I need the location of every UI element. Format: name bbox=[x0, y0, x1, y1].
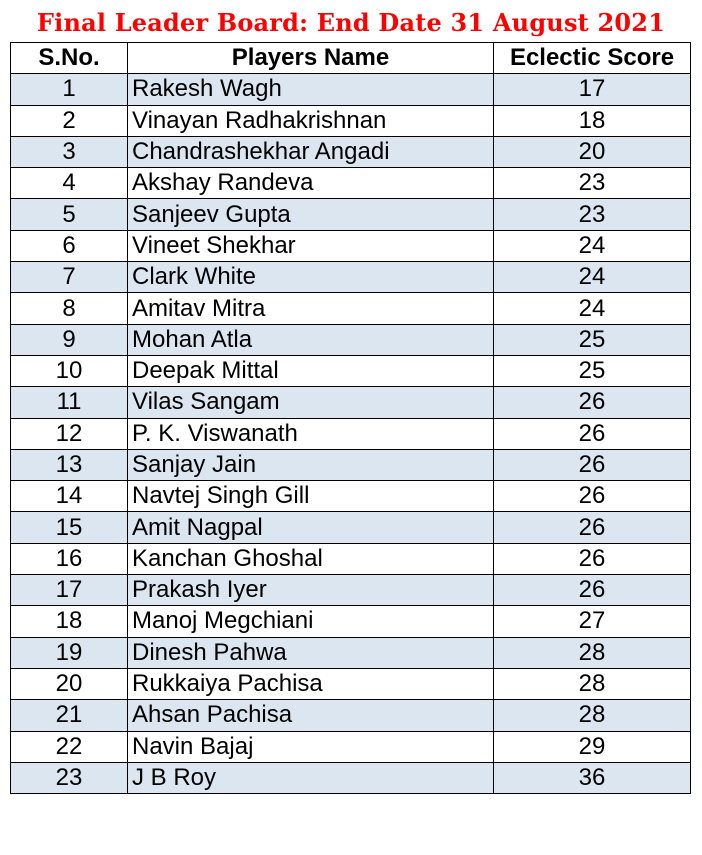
table-row bbox=[11, 199, 691, 230]
leaderboard-body bbox=[11, 74, 691, 794]
serial-number-cell: 9 bbox=[11, 324, 128, 355]
serial-number-cell: 6 bbox=[11, 230, 128, 261]
serial-number-cell: 13 bbox=[11, 449, 128, 480]
player-name-cell: Deepak Mittal bbox=[128, 355, 494, 386]
eclectic-score-cell: 24 bbox=[494, 293, 691, 324]
eclectic-score-cell: 18 bbox=[494, 105, 691, 136]
table-row bbox=[11, 387, 691, 418]
eclectic-score-cell: 26 bbox=[494, 543, 691, 574]
player-name-cell: Prakash Iyer bbox=[128, 575, 494, 606]
player-name-cell: Vinayan Radhakrishnan bbox=[128, 105, 494, 136]
serial-number-cell: 3 bbox=[11, 136, 128, 167]
serial-number-cell: 18 bbox=[11, 606, 128, 637]
table-row bbox=[11, 575, 691, 606]
table-row bbox=[11, 74, 691, 105]
player-name-cell: Amitav Mitra bbox=[128, 293, 494, 324]
player-name-cell: P. K. Viswanath bbox=[128, 418, 494, 449]
eclectic-score-cell: 27 bbox=[494, 606, 691, 637]
table-row bbox=[11, 136, 691, 167]
player-name-cell: Akshay Randeva bbox=[128, 168, 494, 199]
table-row bbox=[11, 731, 691, 762]
player-name-cell: J B Roy bbox=[128, 762, 494, 793]
serial-number-cell: 10 bbox=[11, 355, 128, 386]
header-serial-number: S.No. bbox=[11, 43, 128, 74]
player-name-cell: Chandrashekhar Angadi bbox=[128, 136, 494, 167]
table-row bbox=[11, 668, 691, 699]
eclectic-score-cell: 23 bbox=[494, 199, 691, 230]
table-row bbox=[11, 481, 691, 512]
player-name-cell: Rukkaiya Pachisa bbox=[128, 668, 494, 699]
serial-number-cell: 14 bbox=[11, 481, 128, 512]
player-name-cell: Navin Bajaj bbox=[128, 731, 494, 762]
eclectic-score-cell: 26 bbox=[494, 481, 691, 512]
player-name-cell: Rakesh Wagh bbox=[128, 74, 494, 105]
serial-number-cell: 2 bbox=[11, 105, 128, 136]
serial-number-cell: 19 bbox=[11, 637, 128, 668]
table-row bbox=[11, 762, 691, 793]
eclectic-score-cell: 26 bbox=[494, 512, 691, 543]
table-row bbox=[11, 324, 691, 355]
eclectic-score-cell: 23 bbox=[494, 168, 691, 199]
player-name-cell: Kanchan Ghoshal bbox=[128, 543, 494, 574]
eclectic-score-cell: 24 bbox=[494, 230, 691, 261]
table-row bbox=[11, 293, 691, 324]
eclectic-score-cell: 26 bbox=[494, 387, 691, 418]
player-name-cell: Clark White bbox=[128, 262, 494, 293]
eclectic-score-cell: 28 bbox=[494, 668, 691, 699]
table-row bbox=[11, 512, 691, 543]
leaderboard-table bbox=[10, 42, 691, 794]
player-name-cell: Vineet Shekhar bbox=[128, 230, 494, 261]
eclectic-score-cell: 20 bbox=[494, 136, 691, 167]
table-row bbox=[11, 700, 691, 731]
serial-number-cell: 21 bbox=[11, 700, 128, 731]
table-row bbox=[11, 606, 691, 637]
table-row bbox=[11, 449, 691, 480]
eclectic-score-cell: 25 bbox=[494, 355, 691, 386]
serial-number-cell: 22 bbox=[11, 731, 128, 762]
serial-number-cell: 15 bbox=[11, 512, 128, 543]
table-row bbox=[11, 418, 691, 449]
serial-number-cell: 5 bbox=[11, 199, 128, 230]
player-name-cell: Mohan Atla bbox=[128, 324, 494, 355]
player-name-cell: Sanjay Jain bbox=[128, 449, 494, 480]
eclectic-score-cell: 28 bbox=[494, 700, 691, 731]
player-name-cell: Ahsan Pachisa bbox=[128, 700, 494, 731]
table-row bbox=[11, 637, 691, 668]
player-name-cell: Vilas Sangam bbox=[128, 387, 494, 418]
header-row bbox=[11, 43, 691, 74]
eclectic-score-cell: 24 bbox=[494, 262, 691, 293]
table-row bbox=[11, 355, 691, 386]
serial-number-cell: 16 bbox=[11, 543, 128, 574]
table-row bbox=[11, 262, 691, 293]
eclectic-score-cell: 28 bbox=[494, 637, 691, 668]
player-name-cell: Sanjeev Gupta bbox=[128, 199, 494, 230]
eclectic-score-cell: 29 bbox=[494, 731, 691, 762]
serial-number-cell: 4 bbox=[11, 168, 128, 199]
serial-number-cell: 11 bbox=[11, 387, 128, 418]
serial-number-cell: 7 bbox=[11, 262, 128, 293]
eclectic-score-cell: 25 bbox=[494, 324, 691, 355]
table-row bbox=[11, 543, 691, 574]
serial-number-cell: 12 bbox=[11, 418, 128, 449]
header-players-name: Players Name bbox=[128, 43, 494, 74]
serial-number-cell: 8 bbox=[11, 293, 128, 324]
eclectic-score-cell: 26 bbox=[494, 575, 691, 606]
player-name-cell: Navtej Singh Gill bbox=[128, 481, 494, 512]
header-eclectic-score: Eclectic Score bbox=[494, 43, 691, 74]
eclectic-score-cell: 26 bbox=[494, 418, 691, 449]
serial-number-cell: 20 bbox=[11, 668, 128, 699]
page-title: Final Leader Board: End Date 31 August 2021 bbox=[36, 8, 666, 37]
serial-number-cell: 1 bbox=[11, 74, 128, 105]
player-name-cell: Dinesh Pahwa bbox=[128, 637, 494, 668]
serial-number-cell: 17 bbox=[11, 575, 128, 606]
table-row bbox=[11, 230, 691, 261]
table-row bbox=[11, 168, 691, 199]
table-row bbox=[11, 105, 691, 136]
eclectic-score-cell: 36 bbox=[494, 762, 691, 793]
player-name-cell: Amit Nagpal bbox=[128, 512, 494, 543]
eclectic-score-cell: 17 bbox=[494, 74, 691, 105]
player-name-cell: Manoj Megchiani bbox=[128, 606, 494, 637]
eclectic-score-cell: 26 bbox=[494, 449, 691, 480]
serial-number-cell: 23 bbox=[11, 762, 128, 793]
